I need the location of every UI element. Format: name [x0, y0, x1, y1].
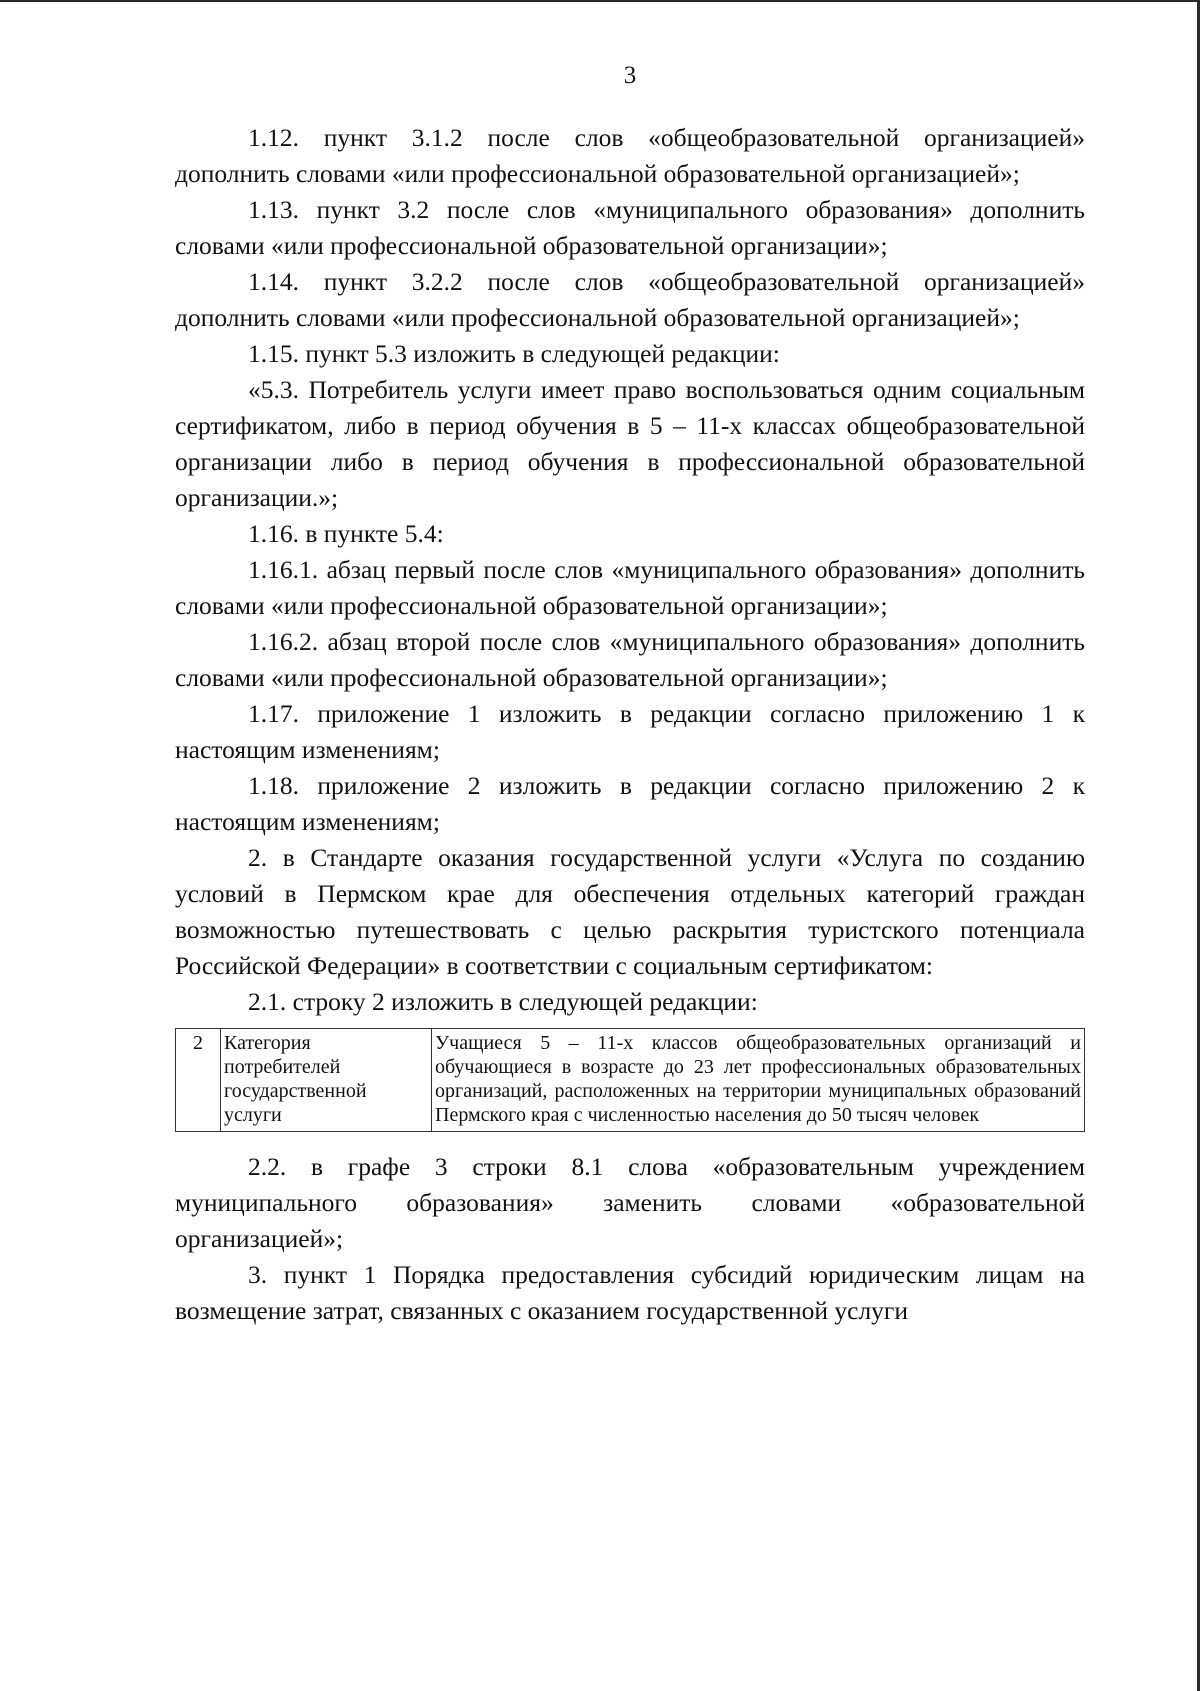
- paragraph-1-13: 1.13. пункт 3.2 после слов «муниципального образования» дополнить словами «или профессиональной образовательной организации»;: [175, 195, 1085, 260]
- replacement-table: [175, 1028, 1085, 1132]
- table-cell-category: Категория потребителей государственной услуги: [221, 1029, 432, 1132]
- paragraph-2-1: 2.1. строку 2 изложить в следующей редакции:: [248, 987, 758, 1016]
- paragraph-5-3-quote: «5.3. Потребитель услуги имеет право воспользоваться одним социальным сертификатом, либо в период обучения в 5 – 11-х классах общеобразовательной организации либо в период обучения в профессиональной образовательной организации.»;: [175, 375, 1085, 512]
- paragraph-1-17: 1.17. приложение 1 изложить в редакции согласно приложению 1 к настоящим изменениям;: [175, 699, 1085, 764]
- paragraph-1-16: 1.16. в пункте 5.4:: [248, 519, 444, 548]
- paragraph-2: 2. в Стандарте оказания государственной услуги «Услуга по созданию условий в Пермском крае для обеспечения отдельных категорий граждан возможностью путешествовать с целью раскрытия туристского потенциала Российской Федерации» в соответствии с социальным сертификатом:: [175, 843, 1085, 980]
- table-cell-row-number: 2: [176, 1029, 221, 1132]
- page-number: 3: [623, 62, 637, 89]
- paragraph-1-16-1: 1.16.1. абзац первый после слов «муниципального образования» дополнить словами «или профессиональной образовательной организации»;: [175, 555, 1085, 620]
- paragraph-1-18: 1.18. приложение 2 изложить в редакции согласно приложению 2 к настоящим изменениям;: [175, 771, 1085, 836]
- paragraph-2-2: 2.2. в графе 3 строки 8.1 слова «образовательным учреждением муниципального образования» заменить словами «образовательной организацией»;: [175, 1152, 1085, 1253]
- document-body: [175, 120, 1085, 1329]
- scan-border-top: [0, 0, 1200, 2]
- paragraph-3: 3. пункт 1 Порядка предоставления субсидий юридическим лицам на возмещение затрат, связанных с оказанием государственной услуги: [175, 1260, 1085, 1325]
- paragraph-1-16-2: 1.16.2. абзац второй после слов «муниципального образования» дополнить словами «или профессиональной образовательной организации»;: [175, 627, 1085, 692]
- paragraph-1-12: 1.12. пункт 3.1.2 после слов «общеобразовательной организацией» дополнить словами «или профессиональной образовательной организацией»;: [175, 123, 1085, 188]
- paragraph-1-15: 1.15. пункт 5.3 изложить в следующей редакции:: [248, 339, 780, 368]
- table-cell-description: Учащиеся 5 – 11-х классов общеобразовательных организаций и обучающиеся в возрасте до 23 лет профессиональных образовательных организаций, расположенных на территории муниципальных образований Пермского края с численностью населения до 50 тысяч человек: [432, 1029, 1085, 1132]
- paragraph-1-14: 1.14. пункт 3.2.2 после слов «общеобразовательной организацией» дополнить словами «или профессиональной образовательной организацией»;: [175, 267, 1085, 332]
- table-row: [176, 1029, 1085, 1132]
